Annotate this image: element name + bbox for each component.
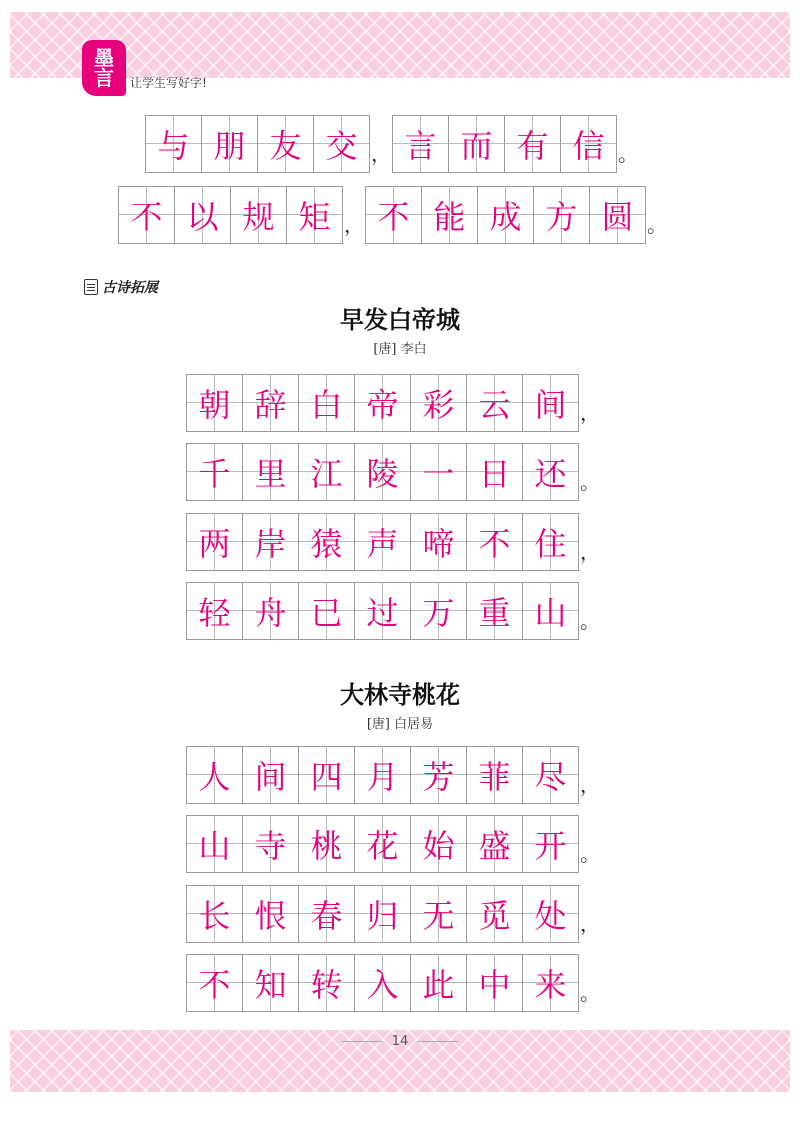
character-cell: 日 [467,444,523,500]
logo-char-top: 墨 [94,46,114,70]
punctuation: 。 [580,842,600,866]
character-cell: 人 [187,747,243,803]
character-cell: 月 [355,747,411,803]
poem-line [186,815,601,873]
section-label [84,277,158,297]
poem-line [186,954,601,1012]
character-cell: 不 [187,955,243,1011]
character-cell: 以 [175,187,231,243]
character-cell: 一 [411,444,467,500]
character-cell: 花 [355,816,411,872]
punctuation: ， [371,142,391,166]
character-cell: 山 [523,583,579,639]
poem-author: [唐] 白居易 [366,717,434,732]
character-cell: 辞 [243,375,299,431]
tianzige-grid [186,443,579,501]
character-cell: 轻 [187,583,243,639]
character-cell: 间 [523,375,579,431]
character-cell: 芳 [411,747,467,803]
character-cell: 处 [523,886,579,942]
character-cell: 规 [231,187,287,243]
character-cell: 里 [243,444,299,500]
character-cell: 交 [314,116,370,172]
poem-line [186,746,601,804]
character-cell: 白 [299,375,355,431]
tianzige-grid [118,186,343,244]
character-cell: 无 [411,886,467,942]
character-cell: 千 [187,444,243,500]
tianzige-grid [186,885,579,943]
punctuation: ， [580,540,600,564]
tianzige-grid [186,582,579,640]
poem-author: [唐] 李白 [373,342,427,357]
character-cell: 来 [523,955,579,1011]
character-cell: 入 [355,955,411,1011]
character-cell: 始 [411,816,467,872]
character-cell: 不 [119,187,175,243]
character-cell: 啼 [411,514,467,570]
poem-line [186,374,601,432]
brand-logo [82,40,126,96]
character-cell: 矩 [287,187,343,243]
character-cell: 猿 [299,514,355,570]
character-cell: 此 [411,955,467,1011]
character-cell: 言 [393,116,449,172]
character-cell: 菲 [467,747,523,803]
tianzige-grid [186,954,579,1012]
character-cell: 友 [258,116,314,172]
character-cell: 方 [534,187,590,243]
punctuation: 。 [647,213,667,237]
character-cell: 云 [467,375,523,431]
tianzige-grid [186,374,579,432]
tianzige-grid [186,513,579,571]
proverb-line [145,115,639,173]
character-cell: 住 [523,514,579,570]
poem-line [186,443,601,501]
tianzige-grid [145,115,370,173]
character-cell: 知 [243,955,299,1011]
character-cell: 陵 [355,444,411,500]
character-cell: 过 [355,583,411,639]
tianzige-grid [392,115,617,173]
punctuation: 。 [580,470,600,494]
character-cell: 信 [561,116,617,172]
character-cell: 转 [299,955,355,1011]
character-cell: 帝 [355,375,411,431]
punctuation: 。 [580,981,600,1005]
punctuation: ， [580,773,600,797]
character-cell: 彩 [411,375,467,431]
tianzige-grid [365,186,646,244]
character-cell: 盛 [467,816,523,872]
character-cell: 寺 [243,816,299,872]
poem-line [186,582,601,640]
section-label-text: 古诗拓展 [102,280,158,296]
character-cell: 成 [478,187,534,243]
character-cell: 觅 [467,886,523,942]
character-cell: 与 [146,116,202,172]
header-strip [10,78,790,94]
character-cell: 两 [187,514,243,570]
tianzige-grid [186,815,579,873]
header-pattern-band [10,12,790,84]
character-cell: 万 [411,583,467,639]
poem-line [186,885,601,943]
character-cell: 四 [299,747,355,803]
character-cell: 圆 [590,187,646,243]
punctuation: 。 [580,609,600,633]
character-cell: 朝 [187,375,243,431]
poem-title: 早发白帝城 [340,306,460,334]
character-cell: 恨 [243,886,299,942]
proverb-line [118,186,668,244]
character-cell: 长 [187,886,243,942]
punctuation: ， [580,912,600,936]
tianzige-grid [186,746,579,804]
punctuation: ， [580,401,600,425]
page-number: 14 [0,1034,800,1049]
character-cell: 声 [355,514,411,570]
scroll-icon [84,279,98,295]
character-cell: 春 [299,886,355,942]
punctuation: 。 [618,142,638,166]
character-cell: 江 [299,444,355,500]
character-cell: 能 [422,187,478,243]
character-cell: 间 [243,747,299,803]
character-cell: 岸 [243,514,299,570]
character-cell: 重 [467,583,523,639]
character-cell: 尽 [523,747,579,803]
character-cell: 中 [467,955,523,1011]
character-cell: 不 [467,514,523,570]
character-cell: 不 [366,187,422,243]
character-cell: 舟 [243,583,299,639]
slogan: 让学生写好字! [130,76,207,90]
character-cell: 朋 [202,116,258,172]
character-cell: 开 [523,816,579,872]
punctuation: ， [344,213,364,237]
character-cell: 山 [187,816,243,872]
poem-title: 大林寺桃花 [340,681,460,709]
character-cell: 已 [299,583,355,639]
character-cell: 还 [523,444,579,500]
character-cell: 有 [505,116,561,172]
logo-char-bottom: 言 [94,66,114,90]
character-cell: 归 [355,886,411,942]
character-cell: 桃 [299,816,355,872]
character-cell: 而 [449,116,505,172]
poem-line [186,513,601,571]
